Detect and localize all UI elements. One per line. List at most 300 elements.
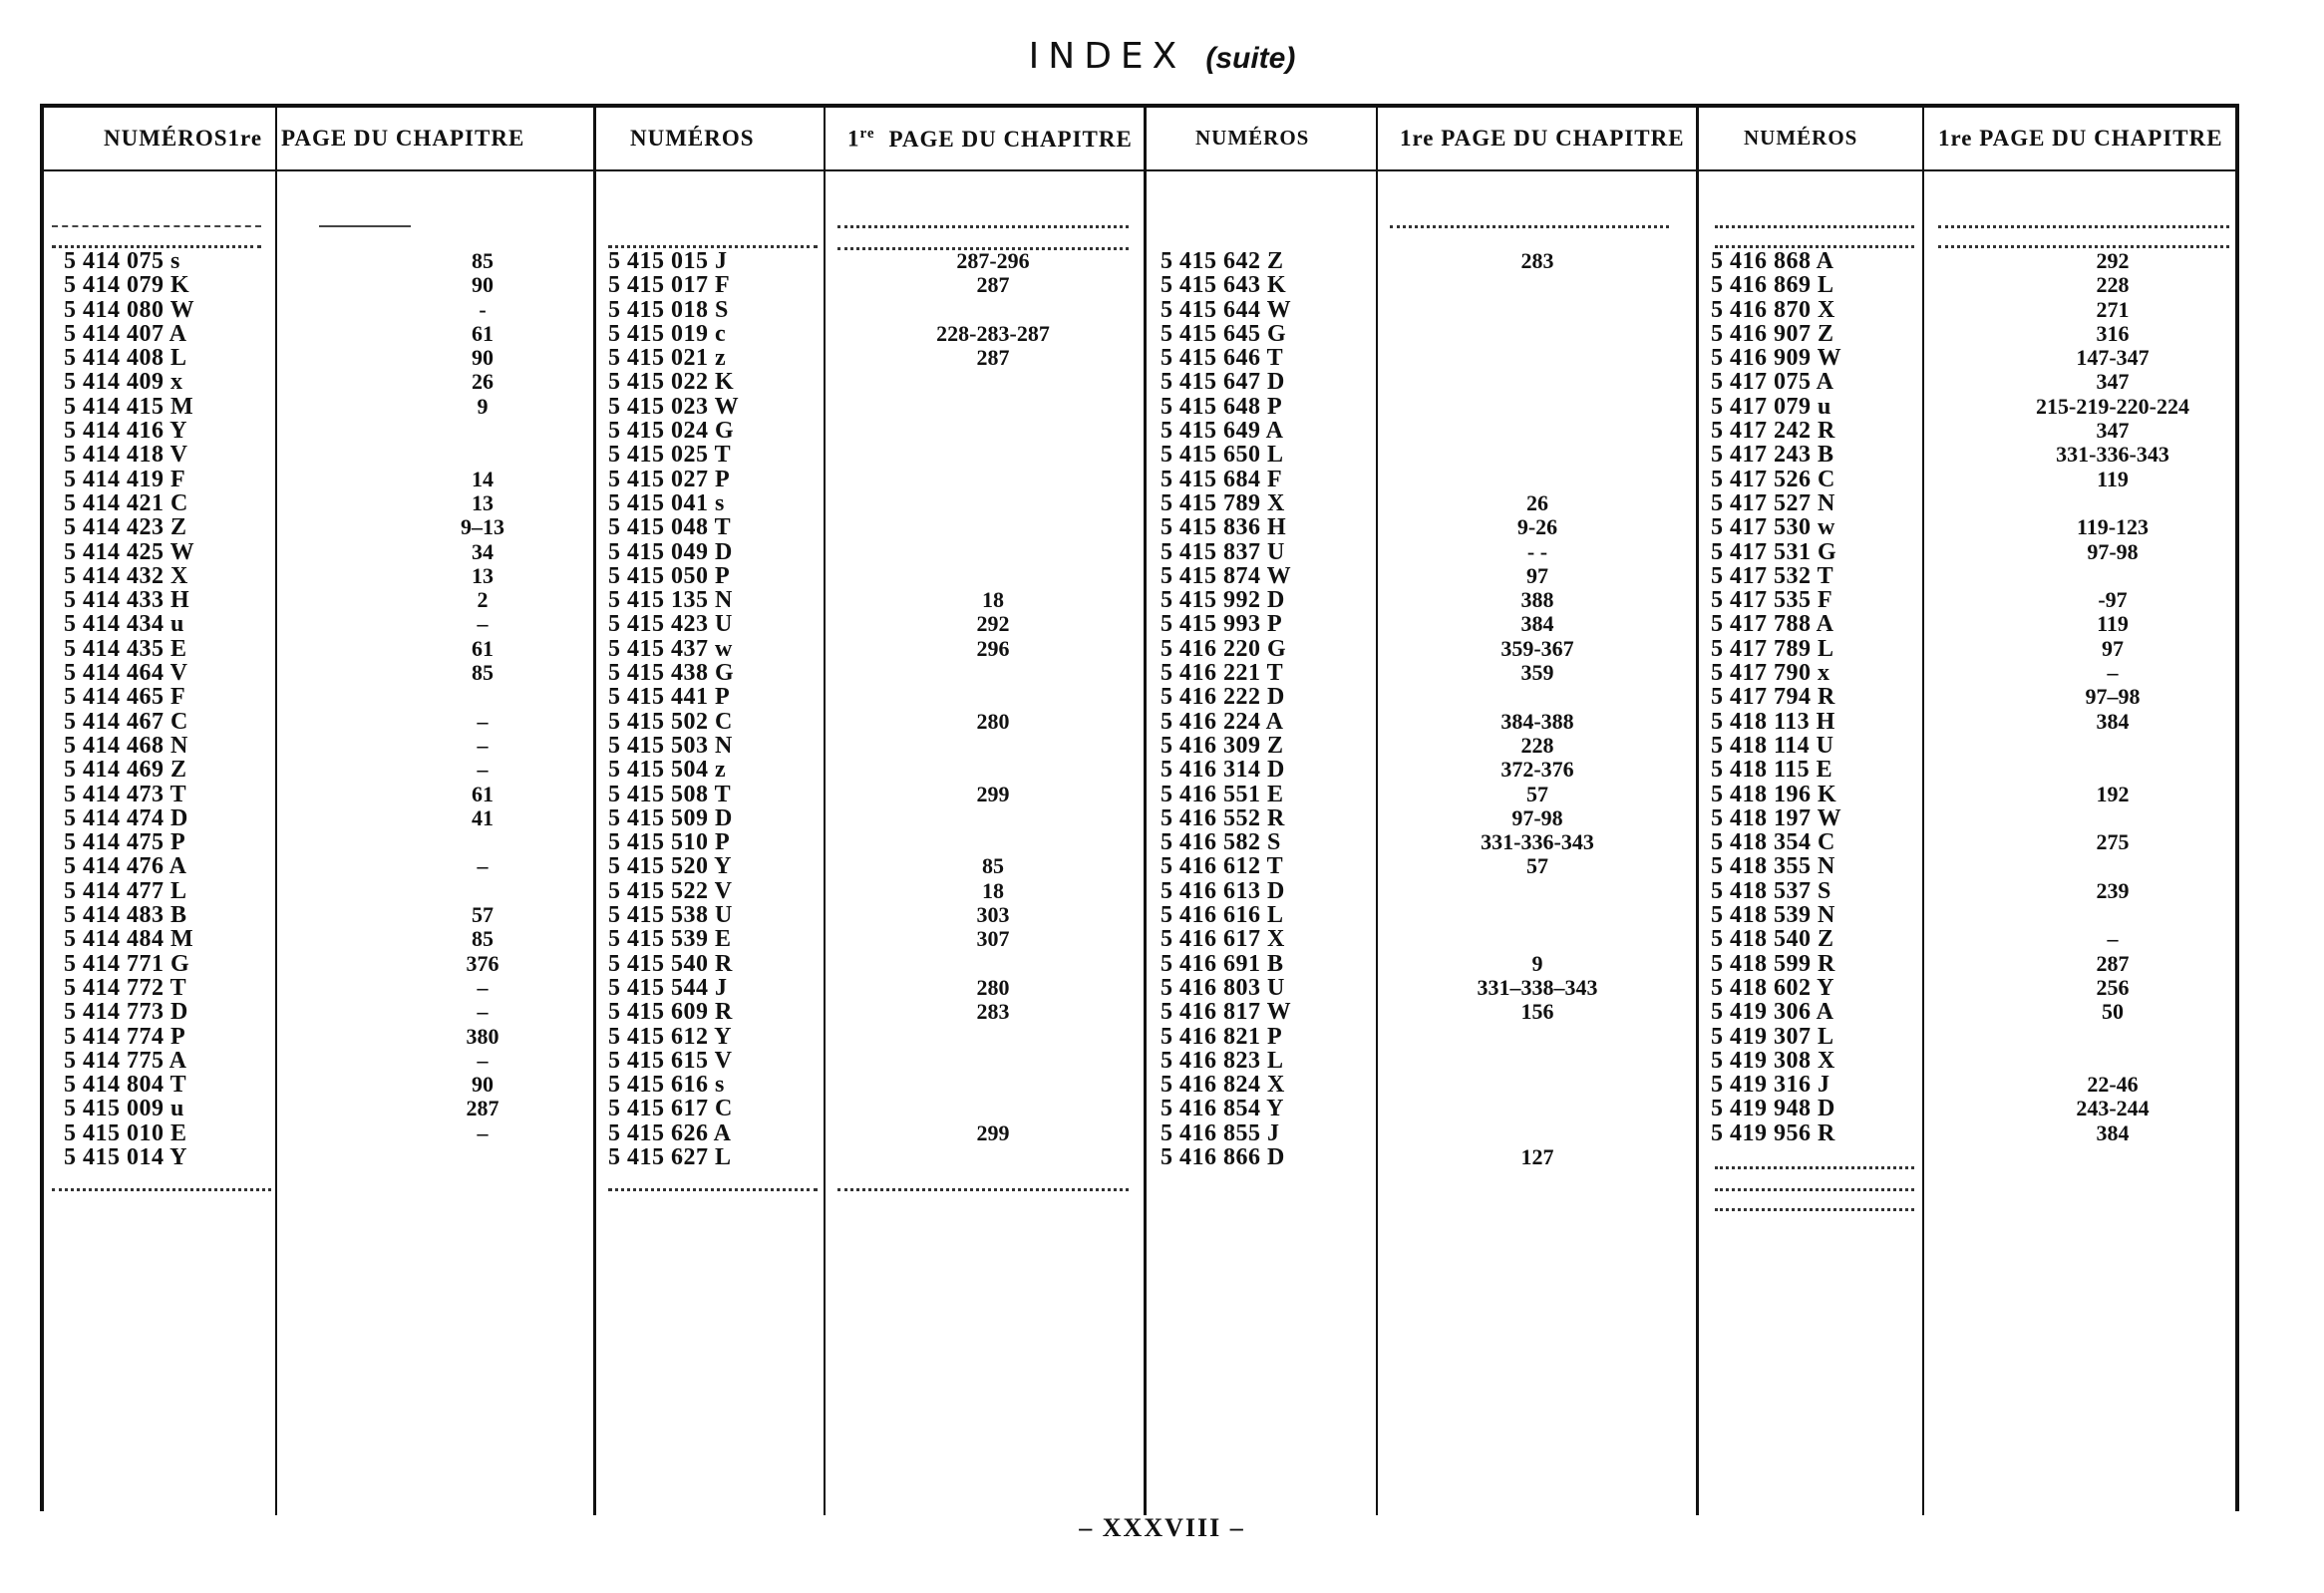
part-number: 5 418 113 H xyxy=(1711,708,1835,735)
part-number: 5 416 909 W xyxy=(1711,345,1842,372)
print-rule xyxy=(837,225,1129,230)
print-rule xyxy=(1715,1166,1914,1171)
chapter-page: 280 xyxy=(976,974,1010,1000)
column-numbers-2 xyxy=(608,249,739,1169)
part-number: 5 415 609 R xyxy=(608,999,733,1026)
part-number: 5 417 243 B xyxy=(1711,442,1834,469)
chapter-page: 57 xyxy=(1526,781,1548,806)
print-rule xyxy=(837,1188,1129,1193)
chapter-page xyxy=(1428,1073,1647,1097)
part-number: 5 415 438 G xyxy=(608,660,735,687)
chapter-page: – xyxy=(477,708,489,734)
part-number: 5 416 855 J xyxy=(1161,1119,1280,1146)
chapter-page xyxy=(883,419,1103,443)
part-number: 5 416 803 U xyxy=(1161,974,1285,1001)
part-number: 5 416 221 T xyxy=(1161,660,1284,687)
part-number: 5 419 308 X xyxy=(1711,1047,1835,1074)
chapter-page: – xyxy=(2107,926,2119,952)
part-number: 5 415 510 P xyxy=(608,829,731,856)
chapter-page xyxy=(1428,443,1647,467)
part-number: 5 414 474 D xyxy=(64,804,188,831)
chapter-page: 14 xyxy=(472,466,494,491)
part-number: 5 416 821 P xyxy=(1161,1023,1283,1050)
chapter-page xyxy=(383,685,582,709)
chapter-page: 18 xyxy=(982,877,1004,903)
dash-left: – xyxy=(1079,1513,1103,1542)
chapter-page: 119 xyxy=(2097,611,2129,637)
part-number: 5 415 504 z xyxy=(608,757,727,784)
chapter-page xyxy=(883,468,1103,491)
part-number: 5 415 018 S xyxy=(608,296,729,323)
header-numeros-4: NUMÉROS xyxy=(1744,126,1858,150)
header-numeros-1: NUMÉROS1re xyxy=(104,126,263,151)
part-number: 5 416 220 G xyxy=(1161,635,1287,662)
chapter-page xyxy=(883,370,1103,394)
chapter-page xyxy=(1428,903,1647,927)
part-number: 5 414 418 V xyxy=(64,442,188,469)
part-number: 5 415 648 P xyxy=(1161,393,1283,420)
chapter-page xyxy=(883,734,1103,758)
chapter-page xyxy=(883,1073,1103,1097)
chapter-page xyxy=(1993,564,2232,588)
header-page-1: PAGE DU CHAPITRE xyxy=(281,126,525,151)
part-number: 5 414 484 M xyxy=(64,926,194,953)
part-number: 5 417 079 u xyxy=(1711,393,1831,420)
chapter-page: 215-219-220-224 xyxy=(2036,393,2189,419)
chapter-page: 384 xyxy=(1520,611,1554,637)
chapter-page: 287 xyxy=(976,272,1010,298)
column-divider xyxy=(1922,108,1924,1515)
chapter-page xyxy=(1428,419,1647,443)
part-number: 5 415 647 D xyxy=(1161,369,1285,396)
chapter-page xyxy=(383,443,582,467)
column-pages-1 xyxy=(383,249,582,1169)
part-number: 5 419 316 J xyxy=(1711,1072,1830,1099)
chapter-page: 85 xyxy=(472,660,494,686)
part-number: 5 415 010 E xyxy=(64,1119,187,1146)
part-number: 5 415 544 J xyxy=(608,974,728,1001)
column-numbers-4 xyxy=(1711,249,1841,1145)
chapter-page xyxy=(1428,1049,1647,1073)
print-rule xyxy=(1390,225,1669,230)
chapter-page xyxy=(1428,370,1647,394)
part-number: 5 415 014 Y xyxy=(64,1143,187,1170)
chapter-page: 61 xyxy=(472,320,494,346)
chapter-page: 57 xyxy=(472,902,494,928)
chapter-page: 331-336-343 xyxy=(2056,442,2169,468)
index-title: INDEX xyxy=(1028,36,1186,77)
part-number: 5 415 025 T xyxy=(608,442,732,469)
chapter-page: 299 xyxy=(976,1119,1010,1145)
chapter-page: 384 xyxy=(2096,1119,2130,1145)
chapter-page xyxy=(883,491,1103,515)
chapter-page xyxy=(383,879,582,903)
part-number: 5 414 432 X xyxy=(64,562,188,589)
part-number: 5 419 956 R xyxy=(1711,1119,1835,1146)
part-number: 5 418 540 Z xyxy=(1711,926,1834,953)
part-number: 5 414 464 V xyxy=(64,660,188,687)
part-number: 5 414 773 D xyxy=(64,999,188,1026)
chapter-page: 228 xyxy=(2096,272,2130,298)
page-heading xyxy=(0,36,2324,77)
chapter-page: 2 xyxy=(477,587,489,613)
part-number: 5 418 602 Y xyxy=(1711,974,1834,1001)
chapter-page: 85 xyxy=(472,248,494,273)
header-page-2-label: PAGE DU CHAPITRE xyxy=(888,126,1133,152)
part-number: 5 415 643 K xyxy=(1161,272,1287,299)
chapter-page xyxy=(1428,322,1647,346)
chapter-page xyxy=(883,806,1103,830)
part-number: 5 416 551 E xyxy=(1161,781,1284,807)
index-table xyxy=(40,104,2239,1511)
chapter-page: – xyxy=(477,1047,489,1073)
part-number: 5 418 197 W xyxy=(1711,804,1842,831)
part-number: 5 416 869 L xyxy=(1711,272,1834,299)
chapter-page: 283 xyxy=(1520,248,1554,273)
chapter-page xyxy=(1993,903,2232,927)
chapter-page: 97-98 xyxy=(1511,804,1563,830)
chapter-page: 303 xyxy=(976,902,1010,928)
chapter-page xyxy=(883,1097,1103,1120)
chapter-page: 57 xyxy=(1526,853,1548,879)
chapter-page: - xyxy=(479,296,487,322)
part-number: 5 415 626 A xyxy=(608,1119,732,1146)
part-number: 5 414 407 A xyxy=(64,320,187,347)
chapter-page: 97 xyxy=(2102,635,2124,661)
chapter-page: 90 xyxy=(472,272,494,298)
part-number: 5 415 135 N xyxy=(608,587,733,614)
chapter-page: – xyxy=(477,757,489,783)
part-number: 5 416 870 X xyxy=(1711,296,1835,323)
chapter-page: 359-367 xyxy=(1500,635,1574,661)
chapter-page: 9–13 xyxy=(461,514,504,540)
part-number: 5 415 022 K xyxy=(608,369,735,396)
chapter-page: 127 xyxy=(1520,1143,1554,1169)
part-number: 5 414 075 s xyxy=(64,248,180,274)
part-number: 5 416 613 D xyxy=(1161,877,1285,904)
part-number: 5 417 075 A xyxy=(1711,369,1834,396)
part-number: 5 419 306 A xyxy=(1711,999,1834,1026)
part-number: 5 417 535 F xyxy=(1711,587,1833,614)
part-number: 5 416 854 Y xyxy=(1161,1096,1284,1122)
part-number: 5 418 354 C xyxy=(1711,829,1835,856)
header-page-3: 1re PAGE DU CHAPITRE xyxy=(1400,126,1685,151)
part-number: 5 417 527 N xyxy=(1711,489,1835,516)
chapter-page xyxy=(1428,273,1647,297)
chapter-page: 275 xyxy=(2096,829,2130,855)
chapter-page: 316 xyxy=(2096,320,2130,346)
part-number: 5 414 468 N xyxy=(64,732,188,759)
column-pages-4 xyxy=(1993,249,2232,1145)
chapter-page: 228-283-287 xyxy=(936,320,1050,346)
part-number: 5 414 476 A xyxy=(64,853,187,880)
chapter-page xyxy=(883,1049,1103,1073)
chapter-page: 50 xyxy=(2102,999,2124,1025)
part-number: 5 414 475 P xyxy=(64,829,186,856)
chapter-page: 372-376 xyxy=(1500,757,1574,783)
chapter-page xyxy=(1993,854,2232,878)
chapter-page: 85 xyxy=(982,853,1004,879)
part-number: 5 415 874 W xyxy=(1161,562,1292,589)
chapter-page xyxy=(1428,1097,1647,1120)
chapter-page: 85 xyxy=(472,926,494,952)
chapter-page xyxy=(1993,806,2232,830)
chapter-page: 119-123 xyxy=(2076,514,2150,540)
part-number: 5 415 616 s xyxy=(608,1072,725,1099)
print-rule xyxy=(52,1188,271,1193)
part-number: 5 414 409 x xyxy=(64,369,183,396)
chapter-page: – xyxy=(477,853,489,879)
part-number: 5 418 355 N xyxy=(1711,853,1835,880)
chapter-page: 384 xyxy=(2096,708,2130,734)
chapter-page xyxy=(1428,1025,1647,1049)
chapter-page xyxy=(1428,1121,1647,1145)
column-divider xyxy=(1696,108,1699,1515)
chapter-page xyxy=(883,1145,1103,1169)
part-number: 5 415 617 C xyxy=(608,1096,733,1122)
chapter-page: 9 xyxy=(1531,950,1543,976)
part-number: 5 416 823 L xyxy=(1161,1047,1284,1074)
part-number: 5 416 868 A xyxy=(1711,248,1834,274)
chapter-page xyxy=(1993,758,2232,782)
part-number: 5 416 824 X xyxy=(1161,1072,1285,1099)
chapter-page: 380 xyxy=(466,1023,499,1049)
part-number: 5 416 817 W xyxy=(1161,999,1292,1026)
chapter-page: 280 xyxy=(976,708,1010,734)
chapter-page xyxy=(883,395,1103,419)
chapter-page: 292 xyxy=(2096,248,2130,273)
part-number: 5 417 789 L xyxy=(1711,635,1834,662)
chapter-page: 119 xyxy=(2097,466,2129,491)
part-number: 5 416 617 X xyxy=(1161,926,1285,953)
chapter-page: – xyxy=(477,1119,489,1145)
part-number: 5 415 836 H xyxy=(1161,514,1287,541)
part-number: 5 415 789 X xyxy=(1161,489,1285,516)
part-number: 5 414 408 L xyxy=(64,345,187,372)
column-divider xyxy=(1376,108,1378,1515)
part-number: 5 416 309 Z xyxy=(1161,732,1284,759)
part-number: 5 417 794 R xyxy=(1711,684,1835,711)
chapter-page: – xyxy=(477,611,489,637)
part-number: 5 415 627 L xyxy=(608,1143,732,1170)
part-number: 5 415 650 L xyxy=(1161,442,1284,469)
column-numbers-3 xyxy=(1161,249,1291,1169)
column-pages-3 xyxy=(1428,249,1647,1169)
chapter-page xyxy=(883,443,1103,467)
part-number: 5 419 948 D xyxy=(1711,1096,1835,1122)
chapter-page xyxy=(883,661,1103,685)
part-number: 5 417 242 R xyxy=(1711,418,1835,445)
part-number: 5 415 423 U xyxy=(608,611,733,638)
header-numeros-2: NUMÉROS xyxy=(630,126,755,151)
part-number: 5 414 469 Z xyxy=(64,757,187,784)
chapter-page: 228 xyxy=(1520,732,1554,758)
part-number: 5 415 024 G xyxy=(608,418,735,445)
header-page-2 xyxy=(847,126,1133,153)
part-number: 5 416 612 T xyxy=(1161,853,1284,880)
part-number: 5 416 691 B xyxy=(1161,950,1284,977)
part-number: 5 414 477 L xyxy=(64,877,187,904)
chapter-page: 156 xyxy=(1520,999,1554,1025)
print-rule xyxy=(1938,225,2229,230)
page-number-text: XXXVIII xyxy=(1102,1513,1222,1542)
chapter-page: 331-336-343 xyxy=(1481,829,1594,855)
chapter-page: 256 xyxy=(2096,974,2130,1000)
part-number: 5 417 531 G xyxy=(1711,538,1837,565)
part-number: 5 415 540 R xyxy=(608,950,733,977)
part-number: 5 415 645 G xyxy=(1161,320,1287,347)
part-number: 5 414 435 E xyxy=(64,635,187,662)
part-number: 5 414 415 M xyxy=(64,393,194,420)
print-rule xyxy=(1715,225,1914,230)
part-number: 5 415 538 U xyxy=(608,902,733,929)
chapter-page: 287 xyxy=(976,345,1010,371)
print-rule xyxy=(1715,1188,1914,1193)
part-number: 5 414 416 Y xyxy=(64,418,187,445)
chapter-page: 26 xyxy=(1526,489,1548,515)
chapter-page: 347 xyxy=(2096,369,2130,395)
chapter-page: 41 xyxy=(472,804,494,830)
chapter-page: 271 xyxy=(2096,296,2130,322)
part-number: 5 415 015 J xyxy=(608,248,728,274)
column-divider xyxy=(1144,108,1147,1515)
part-number: 5 417 532 T xyxy=(1711,562,1834,589)
chapter-page: – xyxy=(2107,660,2119,686)
part-number: 5 414 804 T xyxy=(64,1072,187,1099)
part-number: 5 418 114 U xyxy=(1711,732,1834,759)
column-divider xyxy=(824,108,826,1515)
part-number: 5 419 307 L xyxy=(1711,1023,1834,1050)
part-number: 5 415 502 C xyxy=(608,708,733,735)
part-number: 5 415 837 U xyxy=(1161,538,1285,565)
part-number: 5 416 314 D xyxy=(1161,757,1285,784)
chapter-page: 13 xyxy=(472,489,494,515)
part-number: 5 415 615 V xyxy=(608,1047,733,1074)
chapter-page xyxy=(1428,685,1647,709)
part-number: 5 416 907 Z xyxy=(1711,320,1834,347)
part-number: 5 415 522 V xyxy=(608,877,733,904)
chapter-page: 26 xyxy=(472,369,494,395)
part-number: 5 415 649 A xyxy=(1161,418,1284,445)
part-number: 5 414 465 F xyxy=(64,684,186,711)
chapter-page: 22-46 xyxy=(2087,1072,2139,1098)
chapter-page xyxy=(883,515,1103,539)
chapter-page: 388 xyxy=(1520,587,1554,613)
part-number: 5 415 021 z xyxy=(608,345,727,372)
chapter-page: 376 xyxy=(466,950,499,976)
chapter-page: 307 xyxy=(976,926,1010,952)
part-number: 5 414 425 W xyxy=(64,538,195,565)
part-number: 5 415 019 c xyxy=(608,320,727,347)
chapter-page: – xyxy=(477,732,489,758)
header-page-4: 1re PAGE DU CHAPITRE xyxy=(1938,126,2223,151)
part-number: 5 418 539 N xyxy=(1711,902,1835,929)
part-number: 5 415 508 T xyxy=(608,781,732,807)
part-number: 5 416 222 D xyxy=(1161,684,1285,711)
print-rule xyxy=(319,225,411,229)
chapter-page: 90 xyxy=(472,1072,494,1098)
part-number: 5 415 437 w xyxy=(608,635,733,662)
page-number xyxy=(0,1513,2324,1543)
chapter-page: 299 xyxy=(976,781,1010,806)
part-number: 5 415 646 T xyxy=(1161,345,1284,372)
chapter-page xyxy=(883,830,1103,854)
part-number: 5 415 503 N xyxy=(608,732,733,759)
header-rule xyxy=(44,169,2235,171)
part-number: 5 414 467 C xyxy=(64,708,188,735)
chapter-page xyxy=(1993,1049,2232,1073)
part-number: 5 415 050 P xyxy=(608,562,731,589)
chapter-page xyxy=(1428,468,1647,491)
chapter-page: 287 xyxy=(2096,950,2130,976)
part-number: 5 415 509 D xyxy=(608,804,733,831)
chapter-page: 9 xyxy=(477,393,489,419)
part-number: 5 415 993 P xyxy=(1161,611,1283,638)
part-number: 5 415 023 W xyxy=(608,393,740,420)
print-rule xyxy=(52,225,261,229)
part-number: 5 414 079 K xyxy=(64,272,190,299)
part-number: 5 417 790 x xyxy=(1711,660,1830,687)
part-number: 5 417 788 A xyxy=(1711,611,1834,638)
column-pages-2 xyxy=(883,249,1103,1169)
part-number: 5 416 582 S xyxy=(1161,829,1281,856)
chapter-page: 359 xyxy=(1520,660,1554,686)
part-number: 5 415 520 Y xyxy=(608,853,732,880)
chapter-page: 192 xyxy=(2096,781,2130,806)
part-number: 5 415 027 P xyxy=(608,466,731,492)
chapter-page xyxy=(1428,927,1647,951)
chapter-page: 384-388 xyxy=(1500,708,1574,734)
part-number: 5 415 048 T xyxy=(608,514,732,541)
chapter-page: 61 xyxy=(472,781,494,806)
chapter-page: 97 xyxy=(1526,562,1548,588)
chapter-page: 9-26 xyxy=(1516,514,1558,540)
chapter-page xyxy=(883,758,1103,782)
chapter-page xyxy=(883,685,1103,709)
chapter-page xyxy=(383,419,582,443)
part-number: 5 417 530 w xyxy=(1711,514,1835,541)
part-number: 5 415 017 F xyxy=(608,272,731,299)
part-number: 5 414 434 u xyxy=(64,611,184,638)
part-number: 5 417 526 C xyxy=(1711,466,1835,492)
chapter-page: 34 xyxy=(472,538,494,564)
part-number: 5 416 616 L xyxy=(1161,902,1284,929)
chapter-page: 97-98 xyxy=(2087,538,2139,564)
column-divider xyxy=(593,108,596,1515)
part-number: 5 415 441 P xyxy=(608,684,731,711)
chapter-page xyxy=(1428,395,1647,419)
chapter-page: 18 xyxy=(982,587,1004,613)
chapter-page: 347 xyxy=(2096,418,2130,444)
chapter-page: - - xyxy=(1526,538,1548,564)
part-number: 5 418 537 S xyxy=(1711,877,1831,904)
part-number: 5 415 684 F xyxy=(1161,466,1283,492)
chapter-page xyxy=(1993,734,2232,758)
chapter-page xyxy=(1428,298,1647,322)
part-number: 5 416 224 A xyxy=(1161,708,1284,735)
part-number: 5 414 483 B xyxy=(64,902,187,929)
part-number: 5 414 771 G xyxy=(64,950,190,977)
part-number: 5 415 049 D xyxy=(608,538,733,565)
part-number: 5 414 775 A xyxy=(64,1047,187,1074)
header-page-2-sup: re xyxy=(859,126,875,142)
chapter-page: 283 xyxy=(976,999,1010,1025)
index-subtitle: (suite) xyxy=(1205,42,1296,75)
part-number: 5 414 433 H xyxy=(64,587,190,614)
print-rule xyxy=(1715,1208,1914,1213)
part-number: 5 418 599 R xyxy=(1711,950,1835,977)
part-number: 5 414 772 T xyxy=(64,974,187,1001)
